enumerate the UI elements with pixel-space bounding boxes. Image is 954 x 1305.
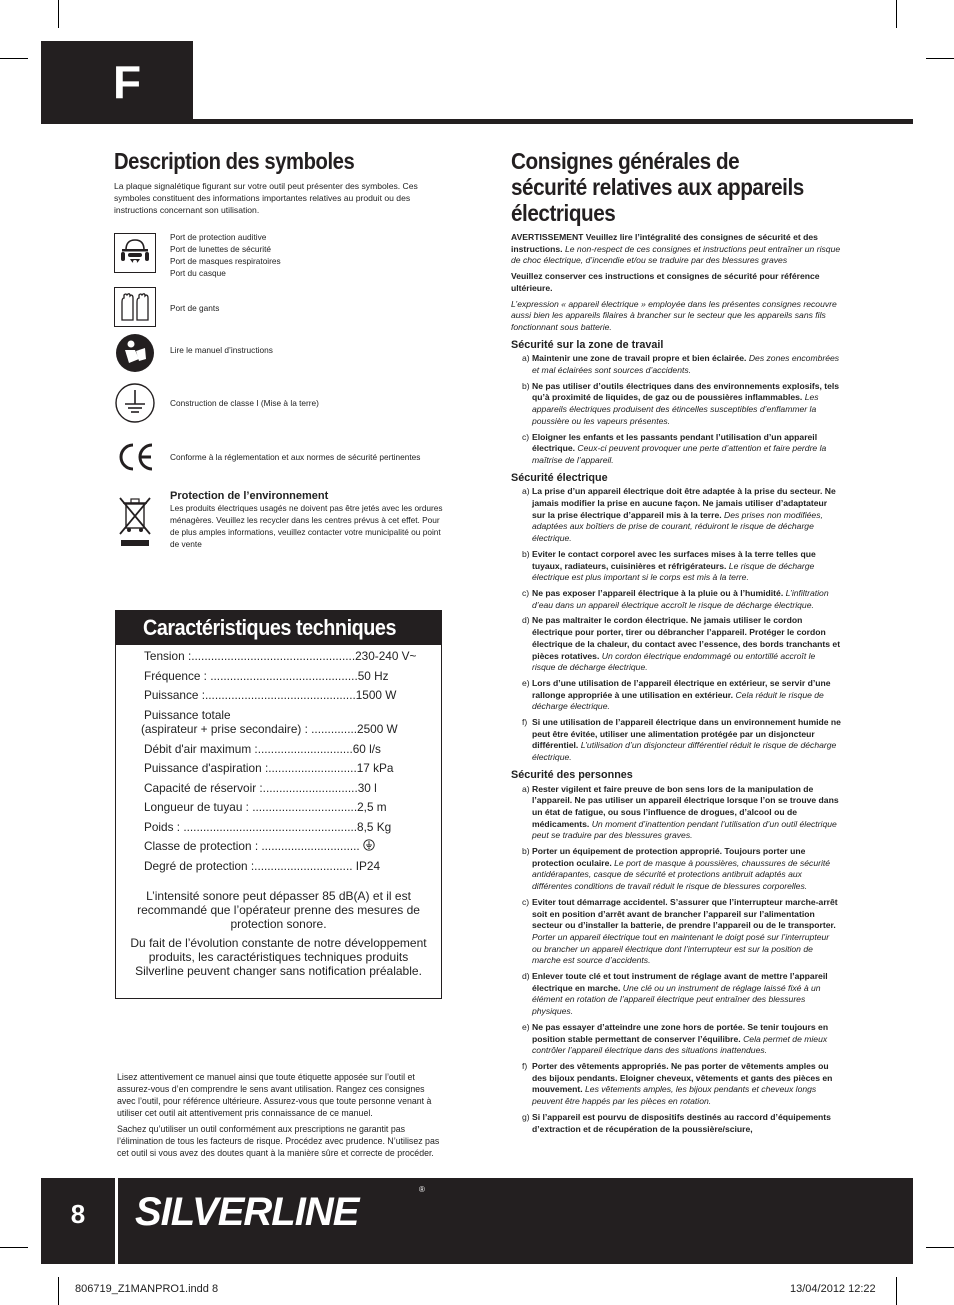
class1-earth-icon [114, 383, 156, 423]
section-title: Sécurité sur la zone de travail [511, 338, 664, 351]
list-item: c) Eviter tout démarrage accidentel. S’assurer que l’interrupteur marche-arrêt soit en position d’arrêt avant de brancher l’appareil sur l’alimentation secteur ou d’installer la batterie, de prendre l’appareil ou de le transporter. Porter un appareil électrique tout en maintenant le doigt posé sur l’interrupteur ou brancher un appareil électrique dont l’interrupteur est sur la position de marche est source d’accidents. [522, 896, 838, 966]
crop-mark [0, 1247, 28, 1248]
noise-note: L’intensité sonore peut dépasser 85 dB(A) et il est recommandé que l’opérateur prenne des mesures de protection sonore. [137, 889, 420, 931]
list-item: b) Eviter le contact corporel avec les surfaces mises à la terre telles que tuyaux, radiateurs, cuisinières et réfrigérateurs. Le risque de décharge électrique est plus important si le corps est mis à la terre. [522, 548, 816, 583]
crop-mark [896, 1277, 897, 1305]
spec-line: Puissance :..............................................1500 W [144, 688, 397, 702]
footer-divider [115, 1178, 118, 1264]
spec-line: Fréquence : .............................................50 Hz [144, 669, 389, 683]
manual-notes: Lisez attentivement ce manuel ainsi que toute étiquette apposée sur l’outil et assurez-vous d’en comprendre le sens avant utilisation. Rangez ces consignes avec l’outil, pour référence ultérieure. Assurez-vous que toute personne venant à utiliser cet outil ait attentivement pris connaissance de ce manuel. Sachez qu’utiliser un outil conformément aux prescriptions ne garantit pas l’élimination de tous les facteurs de risque. Procédez avec prudence. N’utilisez pas cet outil si vous avez des doutes quant à la manière sûre et correcte de procéder. [117, 1072, 440, 1158]
file-slug: 806719_Z1MANPRO1.indd 8 [75, 1283, 219, 1295]
header-rule [41, 119, 913, 124]
symbol-desc: Construction de classe I (Mise à la terre) [170, 398, 319, 408]
list-item: e) Ne pas essayer d’atteindre une zone hors de portée. Se tenir toujours en position stable permettant de conserver l’équilibre. Cela permet de mieux contrôler l’appareil électrique dans des situations inattendues. [522, 1021, 829, 1056]
crop-mark [0, 58, 28, 59]
warning-paragraph: AVERTISSEMENT Veuillez lire l’intégralité des consignes de sécurité et des instructions. Le non-respect de ces consignes et instructions peut entraîner un risque de choc électrique, d’incendie et/ou se traduire par des blessures graves [511, 232, 841, 266]
safety-content [511, 232, 841, 1139]
list-item: a) Maintenir une zone de travail propre et bien éclairée. Des zones encombrées et mal éclairées sont sources d’accidents. [522, 353, 840, 376]
crop-mark [896, 0, 897, 28]
section-title: Sécurité électrique [511, 471, 608, 484]
list-item: c) Eloigner les enfants et les passants pendant l’utilisation d’un appareil électrique. Ceux-ci peuvent provoquer une perte d’attention et faire perdre la maîtrise de l’appareil. [522, 431, 827, 465]
spec-line: Classe de protection : .............................. [144, 839, 375, 853]
crop-mark [926, 58, 954, 59]
list-item: d) Enlever toute clé et tout instrument de réglage avant de mettre l’appareil électrique en marche. Une clé ou un instrument de réglage laissé fixé à un élément en rotation de l’appareil électrique peut entraîner des blessures physiques. [522, 971, 828, 1017]
gloves-icon [114, 287, 156, 327]
spec-line: Puissance totale [144, 708, 231, 722]
symbol-row-ce [114, 437, 444, 479]
specs-change-note: Du fait de l’évolution constante de notre développement produits, les caractéristiques techniques produits Silverline peuvent changer sans notification préalable. [130, 936, 427, 978]
crop-mark [58, 0, 59, 28]
symbols-intro: La plaque signalétique figurant sur votre outil peut présenter des symboles. Ces symboles constituent des informations importantes relatives au produit ou des instructions concernant son utilisation. [114, 181, 418, 215]
tech-specs-box [115, 610, 442, 999]
ppe-head-icon [114, 233, 156, 273]
manual-icon [114, 333, 156, 373]
page-number: 8 [70, 1199, 86, 1229]
symbol-row-class1 [114, 383, 444, 425]
symbol-row-ppe [114, 231, 444, 278]
expression-note: L’expression « appareil électrique » employée dans les présentes consignes recouvre aussi bien les appareils filaires à brancher sur le secteur que les appareils sans fils fonctionnant sous batterie. [511, 298, 837, 332]
earth-symbol-icon [363, 839, 375, 851]
list-item: f) Porter des vêtements appropriés. Ne pas porter de vêtements amples ou des bijoux pendants. Eloigner cheveux, vêtements et gants des pièces en mouvement. Les vêtements amples, les bijoux pendants et cheveux longs peuvent être happés par les pièces en rotation. [522, 1061, 833, 1107]
spec-line: Longueur de tuyau : ................................2,5 m [144, 800, 387, 814]
symbol-desc: Lire le manuel d’instructions [170, 345, 273, 355]
list-item: a) La prise d’un appareil électrique doit être adaptée à la prise du secteur. Ne jamais modifier la prise en aucune façon. Ne jamais utiliser d’adaptateur sur la prise électrique d’appareil mis à la terre. Des prises non modifiées, adaptées aux boîtiers de prise de courant, réduiront le risque de décharge électrique. [522, 486, 836, 544]
symbol-desc: Port de gants [170, 303, 220, 313]
symbol-desc: Conforme à la réglementation et aux normes de sécurité pertinentes [170, 452, 421, 462]
list-item: f) Si une utilisation de l’appareil électrique dans un environnement humide ne peut être évitée, utiliser une alimentation protégée par un disjoncteur différentiel. L’utilisation d’un disjoncteur différentiel réduit le risque de décharge électrique. [522, 717, 841, 763]
section-title: Sécurité des personnes [511, 768, 633, 781]
tech-specs-title: Caractéristiques techniques [116, 611, 441, 645]
date-slug: 13/04/2012 12:22 [790, 1283, 876, 1295]
environment-text: Les produits électriques usagés ne doivent pas être jetés avec les ordures ménagères. Veuillez les recycler dans les centres prévus à cet effet. Pour de plus amples informations, veuillez contacter votre municipalité ou point de vente [170, 503, 443, 549]
list-item: e) Lors d’une utilisation de l’appareil électrique en extérieur, se servir d’une rallonge appropriée à une utilisation en extérieur. Cela réduit le risque de décharge électrique. [522, 677, 831, 712]
list-item: b) Porter un équipement de protection approprié. Toujours porter une protection oculaire. Le port de masque à poussières, chaussures de sécurité antidérapantes, casque de sécurité et protections antibruit adaptés aux différentes conditions de travail réduit le risque de blessures corporelles. [522, 846, 831, 892]
spec-line: Débit d'air maximum :.............................60 l/s [144, 742, 381, 756]
spec-line: Tension :..................................................230-240 V~ [144, 649, 417, 663]
symbol-row-gloves [114, 287, 444, 329]
environment-title: Protection de l’environnement [170, 490, 329, 502]
list-item: g) Si l’appareil est pourvu de dispositifs destinés au raccord d’équipements d’extraction et de récupération de la poussière/sciure, [522, 1111, 831, 1134]
spec-line: Poids : .....................................................8,5 Kg [144, 820, 392, 834]
spec-line: Puissance d'aspiration :...........................17 kPa [144, 761, 394, 775]
brand-logo: SILVERLINE [135, 1190, 359, 1234]
spec-line: Capacité de réservoir :.............................30 l [144, 781, 377, 795]
registered-mark: ® [419, 1185, 425, 1194]
safety-title: Consignes générales de sécurité relatives aux appareils électriques [511, 148, 804, 226]
list-item: d) Ne pas maltraiter le cordon électrique. Ne jamais utiliser le cordon électrique pour porter, tirer ou débrancher l’appareil. Protéger le cordon électrique de la chaleur, du contact avec l’essence, des bords tranchants et pièces rotatives. Un cordon électrique endommagé ou entortillé accroît le risque de décharge électrique. [522, 615, 841, 673]
footer-bar [41, 1178, 913, 1264]
list-item: a) Rester vigilent et faire preuve de bon sens lors de la manipulation de l’appareil. Ne pas utiliser un appareil électrique lorsque l’on se trouve dans un état de fatigue, ou sous l’influence de drogues, d’alcool ou de médicaments. Un moment d’inattention pendant l’utilisation d’un outil électrique peut se traduire par des blessures graves. [522, 783, 839, 841]
ce-mark-icon [114, 437, 156, 477]
crop-mark [58, 1277, 59, 1305]
language-tab: F [41, 41, 193, 123]
keep-instructions: Veuillez conserver ces instructions et consignes de sécurité pour référence ultérieure. [511, 271, 820, 293]
list-item: c) Ne pas exposer l’appareil électrique à la pluie ou à l’humidité. L’infiltration d’eau dans un appareil électrique accroît le risque de décharge électrique. [522, 587, 829, 610]
weee-bin-icon [114, 494, 156, 550]
environment-block [114, 490, 444, 552]
list-item: b) Ne pas utiliser d’outils électriques dans des environnements explosifs, tels qu’à proximité de liquides, de gaz ou de poussières inflammables. Les appareils électriques produisent des étincelles susceptibles d’enflammer la poussière ou les vapeurs présentes. [522, 380, 840, 426]
spec-line: (aspirateur + prise secondaire) : ..............2500 W [141, 722, 398, 736]
symbol-row-manual [114, 333, 444, 375]
symbols-title: Description des symboles [114, 148, 355, 174]
crop-mark [926, 1247, 954, 1248]
spec-line: Degré de protection :.............................. IP24 [144, 859, 381, 873]
symbol-desc: Port de protection auditive Port de lunettes de sécurité Port de masques respiratoires Port du casque [170, 232, 281, 278]
